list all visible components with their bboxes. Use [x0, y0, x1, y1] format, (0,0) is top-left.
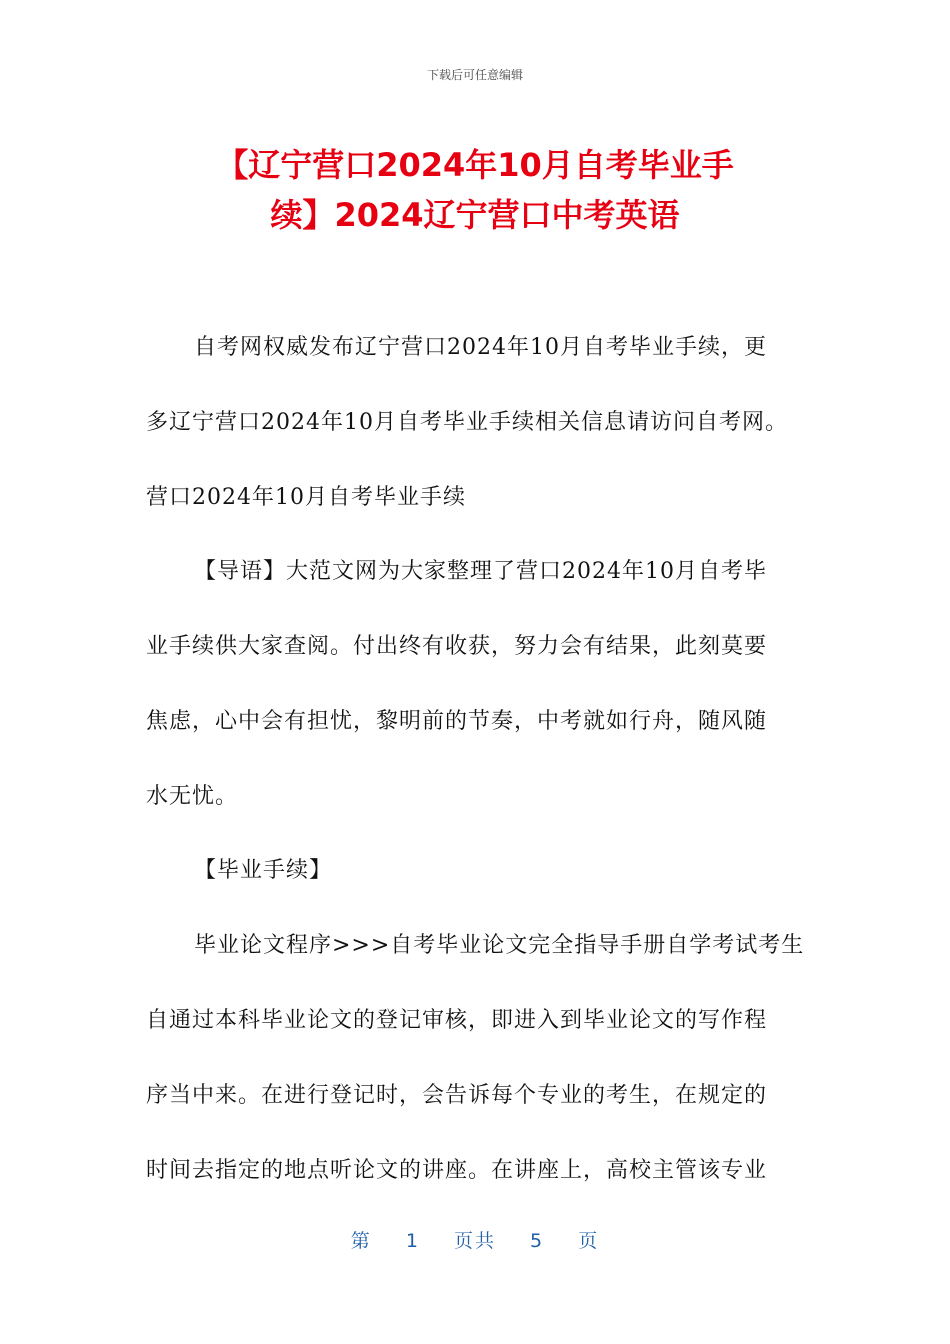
document-title [120, 140, 830, 240]
body-line: 自通过本科毕业论文的登记审核，即进入到毕业论文的写作程 [146, 1008, 768, 1033]
body-line: 水无忧。 [146, 784, 239, 809]
title-line-1: 【辽宁营口2024年10月自考毕业手 [216, 146, 734, 184]
header-note: 下载后可任意编辑 [426, 68, 523, 82]
body-line: 营口2024年10月自考毕业手续 [146, 485, 466, 510]
body-line: 时间去指定的地点听论文的讲座。在讲座上，高校主管该专业 [146, 1158, 768, 1183]
section-heading: 【毕业手续】 [194, 858, 333, 883]
footer-page-number: 1 [405, 1230, 420, 1252]
body-line: 业手续供大家查阅。付出终有收获，努力会有结果，此刻莫要 [146, 634, 768, 659]
footer-page-total: 5 [530, 1230, 545, 1252]
body-line: 自考网权威发布辽宁营口2024年10月自考毕业手续，更 [194, 335, 767, 360]
page-footer [0, 1226, 950, 1253]
body-line: 序当中来。在进行登记时，会告诉每个专业的考生，在规定的 [146, 1083, 768, 1108]
footer-page-middle: 页共 [453, 1230, 496, 1252]
body-line: 焦虑，心中会有担忧，黎明前的节奏，中考就如行舟，随风随 [146, 709, 768, 734]
body-line: 【导语】大范文网为大家整理了营口2024年10月自考毕 [194, 559, 767, 584]
body-line: 多辽宁营口2024年10月自考毕业手续相关信息请访问自考网。 [146, 410, 788, 435]
title-line-2: 续】2024辽宁营口中考英语 [270, 196, 680, 234]
body-line: 毕业论文程序>>>自考毕业论文完全指导手册自学考试考生 [194, 933, 805, 958]
footer-page-prefix: 第 [350, 1230, 372, 1252]
footer-page-suffix: 页 [578, 1230, 600, 1252]
